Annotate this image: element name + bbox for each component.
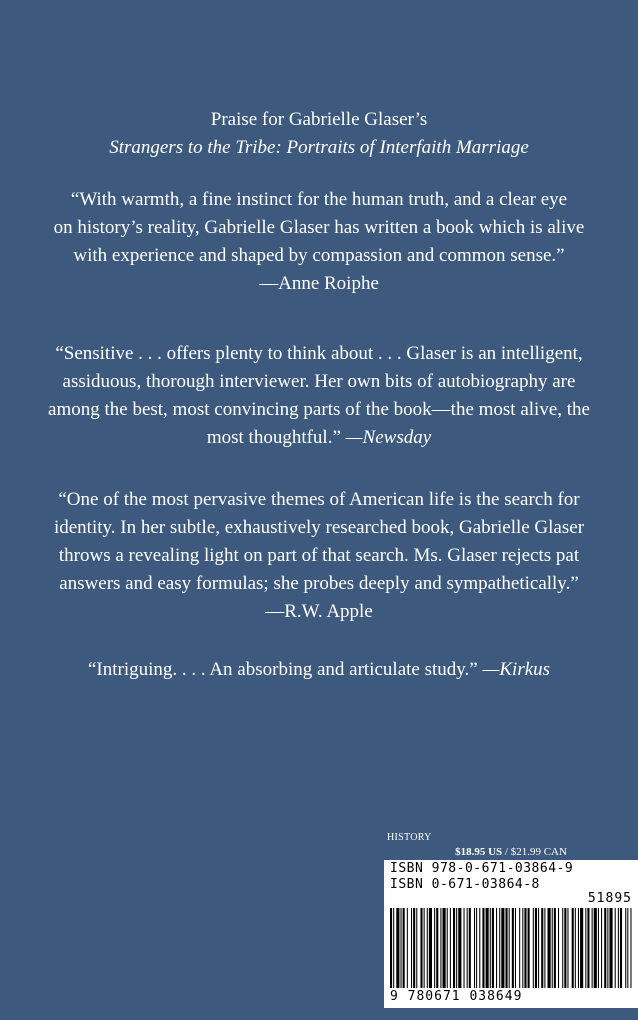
quote-apple <box>30 486 608 626</box>
quote-source: —Newsday <box>345 427 432 448</box>
barcode-bar <box>627 908 628 988</box>
barcode-bar <box>528 908 530 988</box>
book-title: Strangers to the Tribe: Portraits of Interfaith Marriage <box>109 137 529 158</box>
barcode-bar <box>416 908 417 988</box>
barcode-bar <box>456 908 457 988</box>
quote-line: “One of the most pervasive themes of American life is the search for <box>58 489 580 510</box>
barcode-bar <box>630 908 631 988</box>
barcode-bar <box>496 908 497 988</box>
praise-header <box>0 106 638 162</box>
barcode-bar <box>427 908 428 988</box>
barcode-bar <box>411 908 412 988</box>
quote-line: “Sensitive . . . offers plenty to think about . . . Glaser is an intelligent, <box>55 343 583 364</box>
quote-kirkus <box>30 656 608 684</box>
barcode-bar <box>535 908 537 988</box>
barcode-bar <box>541 908 543 988</box>
quote-last-line <box>30 656 608 684</box>
barcode-bar <box>509 908 510 988</box>
ean-digits: 9 780671 038649 <box>390 989 523 1004</box>
barcode-bar <box>562 908 563 988</box>
barcode-bar <box>519 908 520 988</box>
barcode-bar <box>544 908 545 988</box>
barcode-bar <box>469 908 471 988</box>
quote-line: throws a revealing light on part of that search. Ms. Glaser rejects pat <box>58 545 580 566</box>
quote-source: —Anne Roiphe <box>259 273 379 294</box>
barcode-bar <box>476 908 477 988</box>
barcode-bar <box>401 908 402 988</box>
barcode-bar <box>453 908 455 988</box>
barcode-bar <box>618 908 619 988</box>
quote-line: identity. In her subtle, exhaustively researched book, Gabrielle Glaser <box>53 517 585 538</box>
barcode-bar <box>522 908 523 988</box>
barcode-bar <box>620 908 622 988</box>
quote-line-text: “Intriguing. . . . An absorbing and articulate study.” <box>87 659 483 680</box>
barcode-bar <box>567 908 568 988</box>
barcode-bar <box>486 908 489 988</box>
quote-last-line <box>30 424 608 452</box>
barcode-bar <box>443 908 446 988</box>
barcode-bar <box>440 908 441 988</box>
quote-source: —R.W. Apple <box>265 601 373 622</box>
barcode-bar <box>482 908 484 988</box>
barcode-bar <box>592 908 593 988</box>
price-us: $18.95 US <box>455 846 503 858</box>
barcode-bar <box>403 908 405 988</box>
barcode-bar <box>474 908 475 988</box>
quote-line-text: most thoughtful.” <box>206 427 346 448</box>
isbn10-text: ISBN 0-671-03864-8 <box>390 877 540 892</box>
barcode-bar <box>458 908 461 988</box>
barcode-bar <box>506 908 508 988</box>
barcode-bar <box>548 908 551 988</box>
barcode-bar <box>580 908 583 988</box>
barcode-bar <box>490 908 491 988</box>
isbn13-text: ISBN 978-0-671-03864-9 <box>390 861 574 876</box>
barcode-bar <box>429 908 432 988</box>
barcode-bar <box>578 908 579 988</box>
barcode-bar <box>434 908 435 988</box>
quote-line: answers and easy formulas; she probes deeply and sympathetically.” <box>59 573 579 594</box>
barcode-bar <box>601 908 602 988</box>
category-label: HISTORY <box>387 832 432 843</box>
praise-title: Praise for Gabrielle Glaser’s <box>210 109 428 130</box>
barcode-bar <box>604 908 606 988</box>
barcode-bar <box>575 908 576 988</box>
price-addon-code: 51895 <box>587 891 632 906</box>
barcode-image <box>390 908 632 988</box>
price-label <box>384 846 638 858</box>
barcode-bar <box>533 908 534 988</box>
barcode-bar <box>572 908 574 988</box>
barcode-bar <box>552 908 553 988</box>
quote-line: on history’s reality, Gabrielle Glaser has written a book which is alive <box>53 217 585 238</box>
barcode-bar <box>524 908 526 988</box>
barcode-bar <box>479 908 480 988</box>
quote-line: assiduous, thorough interviewer. Her own bits of autobiography are <box>62 371 576 392</box>
price-can: / $21.99 CAN <box>502 846 567 858</box>
barcode-bar <box>607 908 608 988</box>
barcode-bar <box>393 908 394 988</box>
barcode-bar <box>554 908 556 988</box>
barcode-bar <box>564 908 566 988</box>
barcode-bar <box>499 908 500 988</box>
barcode-bar <box>390 908 392 988</box>
barcode-box <box>384 860 638 1008</box>
barcode-bar <box>538 908 539 988</box>
barcode-bar <box>450 908 451 988</box>
quote-roiphe <box>30 186 608 298</box>
barcode-bar <box>467 908 468 988</box>
barcode-bar <box>407 908 408 988</box>
quote-line: “With warmth, a fine instinct for the human truth, and a clear eye <box>70 189 568 210</box>
quote-newsday <box>30 340 608 452</box>
barcode-bar <box>396 908 399 988</box>
barcode-bar <box>598 908 599 988</box>
barcode-bar <box>625 908 626 988</box>
barcode-bar <box>609 908 612 988</box>
barcode-bar <box>585 908 586 988</box>
barcode-bar <box>464 908 465 988</box>
barcode-bar <box>515 908 516 988</box>
barcode-bar <box>436 908 438 988</box>
barcode-bar <box>420 908 422 988</box>
quote-source: —Kirkus <box>482 659 551 680</box>
barcode-bar <box>501 908 504 988</box>
barcode-bar <box>492 908 494 988</box>
barcode-bar <box>615 908 616 988</box>
barcode-bar <box>558 908 559 988</box>
barcode-bar <box>413 908 415 988</box>
barcode-bar <box>424 908 425 988</box>
barcode-bar <box>447 908 448 988</box>
quote-line: with experience and shaped by compassion and common sense.” <box>73 245 565 266</box>
quote-line: among the best, most convincing parts of the book—the most alive, the <box>48 399 590 420</box>
barcode-bar <box>594 908 597 988</box>
barcode-bar <box>587 908 589 988</box>
barcode-bar <box>512 908 514 988</box>
